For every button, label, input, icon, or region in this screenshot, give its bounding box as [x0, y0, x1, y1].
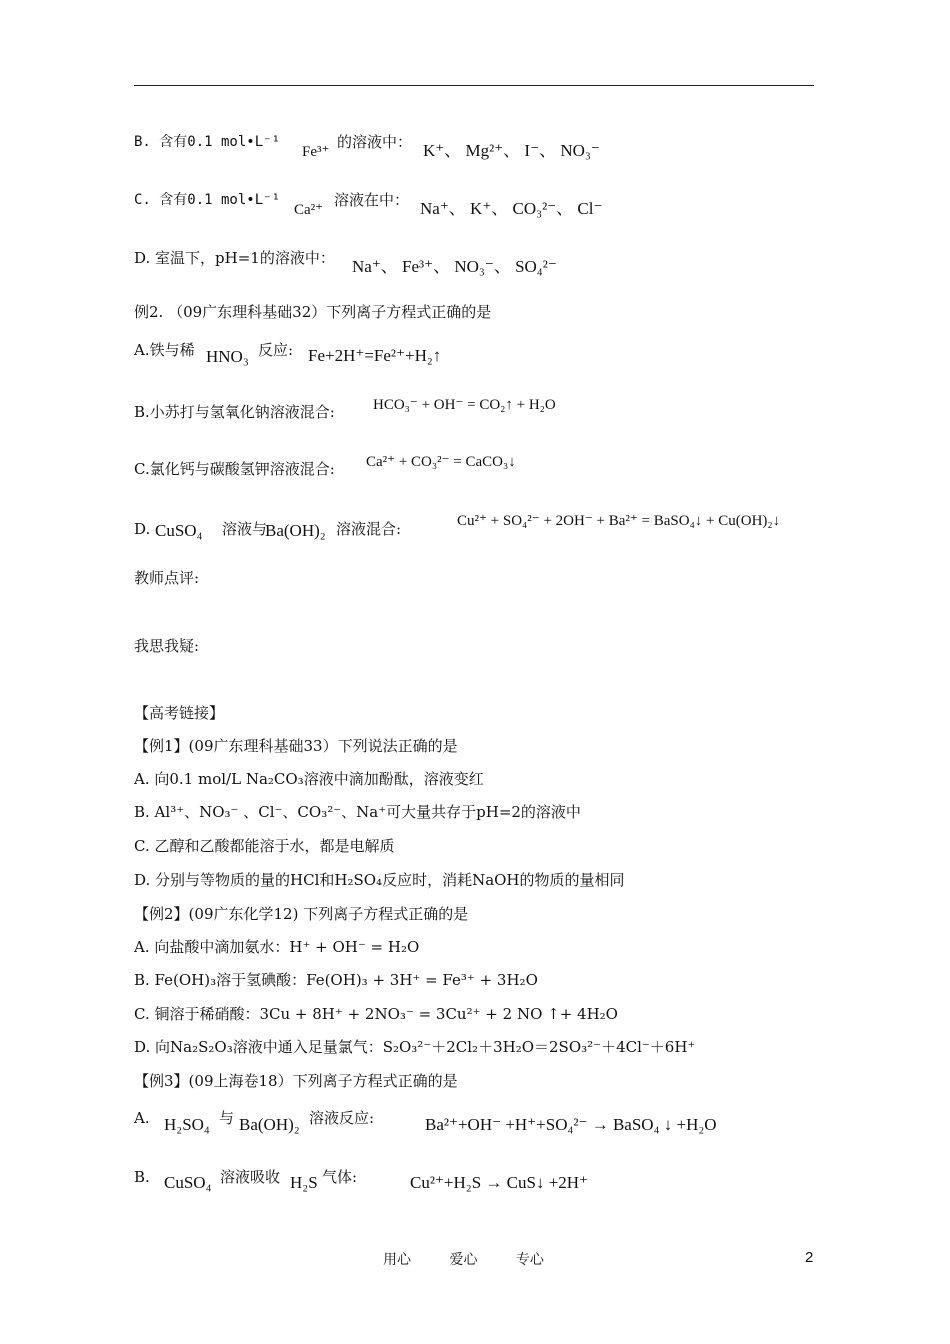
ex2-c-label: C.氯化钙与碳酸氢钾溶液混合: [134, 460, 335, 478]
g3-a-label: A. [134, 1109, 150, 1127]
ex2-a-label: A.铁与稀 [134, 341, 195, 359]
ex2-d-formula2: Ba(OH)₂ [265, 521, 326, 540]
teacher-comment: 教师点评: [134, 569, 200, 587]
g1-title: 【例1】(09广东理科基础33）下列说法正确的是 [134, 737, 458, 755]
option-b-ion: Fe³⁺ [302, 144, 330, 160]
g3-a-formula2: Ba(OH)₂ [239, 1115, 300, 1134]
gaokao-heading: 【高考链接】 [134, 704, 225, 722]
option-d-ions: Na⁺、 Fe³⁺、 NO₃⁻、 SO₄²⁻ [352, 257, 557, 276]
g1-option-b: B. Al³⁺、NO₃⁻ 、Cl⁻、CO₃²⁻、Na⁺可大量共存于pH=2的溶液中 [134, 803, 581, 821]
option-c-suffix: 溶液在中： [334, 191, 410, 209]
option-c-ions: Na⁺、 K⁺、 CO₃²⁻、 Cl⁻ [420, 199, 603, 218]
g3-a-equation: Ba²⁺+OH⁻ +H⁺+SO₄²⁻ → BaSO₄ ↓ +H₂O [425, 1115, 717, 1134]
footer-item: 专心 [515, 1252, 544, 1268]
g3-a-mid: 与 [219, 1109, 235, 1127]
ex2-b-label: B.小苏打与氢氧化钠溶液混合: [134, 403, 335, 421]
ex2-d-label: D. [134, 520, 151, 538]
g3-b-formula1: CuSO₄ [164, 1173, 212, 1192]
ex2-d-formula1: CuSO₄ [155, 521, 203, 540]
option-b-ions: K⁺、 Mg²⁺、 I⁻、 NO₃⁻ [423, 141, 600, 160]
g1-option-d: D. 分别与等物质的量的HCl和H₂SO₄反应时，消耗NaOH的物质的量相同 [134, 871, 625, 889]
ex2-a-equation: Fe+2H⁺=Fe²⁺+H₂↑ [308, 346, 442, 365]
option-b-label: B. 含有0.1 mol•L⁻¹ [134, 134, 281, 150]
option-c-ion: Ca²⁺ [294, 202, 324, 218]
option-d-label: D. 室温下，pH=1的溶液中： [134, 249, 335, 267]
option-b-line [134, 132, 280, 152]
g3-title: 【例3】(09上海卷18）下列离子方程式正确的是 [134, 1072, 458, 1090]
g3-b-equation: Cu²⁺+H₂S → CuS↓ +2H⁺ [410, 1173, 589, 1192]
g3-b-formula2: H₂S [290, 1173, 318, 1192]
g3-b-label: B. [134, 1168, 150, 1186]
ex2-c-equation: Ca²⁺ + CO₃²⁻ = CaCO₃↓ [366, 454, 516, 470]
option-c-label: C. 含有0.1 mol•L⁻¹ [134, 192, 281, 208]
page-footer [383, 1249, 578, 1269]
g2-title: 【例2】(09广东化学12) 下列离子方程式正确的是 [134, 905, 469, 923]
my-questions: 我思我疑: [134, 637, 200, 655]
ex2-d-equation: Cu²⁺ + SO₄²⁻ + 2OH⁻ + Ba²⁺ = BaSO₄↓ + Cu(OH)₂↓ [457, 513, 781, 529]
footer-item: 用心 [383, 1252, 411, 1268]
g2-option-b: B. Fe(OH)₃溶于氢碘酸：Fe(OH)₃ + 3H⁺ = Fe³⁺ + 3H₂O [134, 971, 538, 989]
example2-title: 例2. （09广东理科基础32）下列离子方程式正确的是 [134, 303, 492, 321]
ex2-b-equation: HCO₃⁻ + OH⁻ = CO₂↑ + H₂O [373, 397, 556, 413]
ex2-a-formula: HNO₃ [206, 347, 249, 366]
g3-a-suffix: 溶液反应: [309, 1109, 375, 1127]
ex2-d-suffix: 溶液混合: [336, 520, 402, 538]
g1-option-a: A. 向0.1 mol/L Na₂CO₃溶液中滴加酚酞，溶液变红 [134, 770, 484, 788]
g3-a-formula1: H₂SO₄ [164, 1115, 210, 1134]
footer-item: 爱心 [449, 1252, 478, 1268]
header-rule [134, 85, 814, 86]
g2-option-a: A. 向盐酸中滴加氨水：H⁺ + OH⁻ = H₂O [134, 938, 420, 956]
g2-option-d: D. 向Na₂S₂O₃溶液中通入足量氯气：S₂O₃²⁻＋2Cl₂＋3H₂O＝2SO₃²⁻＋4Cl⁻＋6H⁺ [134, 1038, 696, 1056]
g2-option-c: C. 铜溶于稀硝酸：3Cu + 8H⁺ + 2NO₃⁻ = 3Cu²⁺ + 2 NO ↑+ 4H₂O [134, 1005, 618, 1023]
ex2-a-suffix: 反应: [258, 341, 294, 359]
page-number: 2 [805, 1249, 814, 1266]
g1-option-c: C. 乙醇和乙酸都能溶于水，都是电解质 [134, 837, 395, 855]
ex2-d-mid: 溶液与 [222, 520, 268, 538]
g3-b-mid: 溶液吸收 [220, 1168, 281, 1186]
g3-b-suffix: 气体: [322, 1168, 358, 1186]
option-b-suffix: 的溶液中： [337, 133, 413, 151]
